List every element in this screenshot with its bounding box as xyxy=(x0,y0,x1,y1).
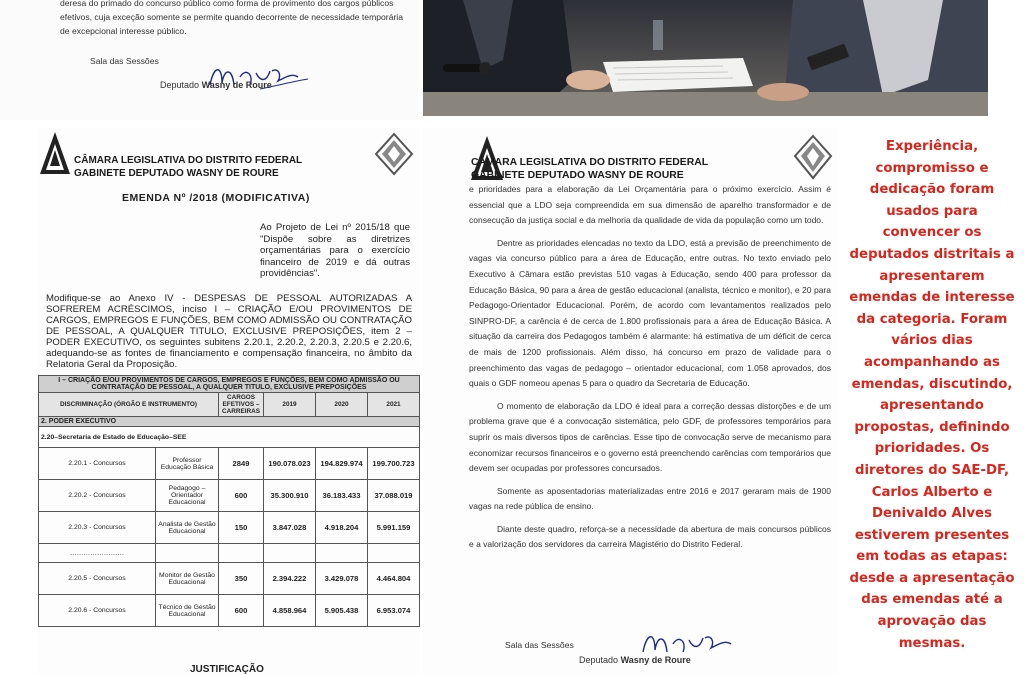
deputado-name: Wasny de Roure xyxy=(201,80,272,90)
row-2020: 3.429.078 xyxy=(316,563,368,595)
sala-das-sessoes: Sala das Sessões xyxy=(90,56,159,66)
row-2021: 6.953.074 xyxy=(368,595,420,627)
row-2019: 190.078.023 xyxy=(264,448,316,480)
table-row xyxy=(39,448,420,480)
row-cargo: Técnico de Gestão Educacional xyxy=(156,595,219,627)
col-discriminacao: DISCRIMINAÇÃO (ÓRGÃO E INSTRUMENTO) xyxy=(39,393,219,417)
col-cargos: CARGOS EFETIVOS – CARREIRAS xyxy=(219,393,264,417)
row-2019: 35.300.910 xyxy=(264,480,316,512)
meeting-photo xyxy=(423,0,988,116)
row-2021: 4.464.804 xyxy=(368,563,420,595)
col-2021: 2021 xyxy=(368,393,420,417)
header-line2: GABINETE DEPUTADO WASNY DE ROURE xyxy=(74,168,279,179)
row-qtd: 2849 xyxy=(219,448,264,480)
row-cargo: Pedagogo – Orientador Educacional xyxy=(156,480,219,512)
table-row xyxy=(39,595,420,627)
table-row xyxy=(39,512,420,544)
emenda-title: EMENDA Nº /2018 (MODIFICATIVA) xyxy=(122,192,310,204)
header-line2: GABINETE DEPUTADO WASNY DE ROURE xyxy=(471,170,684,181)
deputado-signature-line xyxy=(160,80,272,90)
row-item: …………………… xyxy=(39,544,156,563)
header-line1: CÂMARA LEGISLATIVA DO DISTRITO FEDERAL xyxy=(74,155,303,166)
table-section-header: I – CRIAÇÃO E/OU PROVIMENTOS DE CARGOS, EMPREGOS E FUNÇÕES, BEM COMO ADMISSÃO OU CONTRATAÇÃO DE PESSOAL, A QUALQUER TITULO, EXCLUSIVE PREPOSIÇÕES xyxy=(39,376,420,393)
document-header xyxy=(74,154,302,180)
row-qtd: 350 xyxy=(219,563,264,595)
row-2020 xyxy=(316,544,368,563)
row-2021: 199.700.723 xyxy=(368,448,420,480)
secretaria-row: 2.20–Secretaria de Estado de Educação–SEE xyxy=(39,427,420,448)
cldf-logo-icon xyxy=(374,132,414,176)
cldf-logo-icon xyxy=(793,134,833,180)
caption-panel xyxy=(840,128,1024,675)
table-row xyxy=(39,563,420,595)
row-qtd xyxy=(219,544,264,563)
justificacao-heading: JUSTIFICAÇÃO xyxy=(190,664,264,675)
row-2019: 2.394.222 xyxy=(264,563,316,595)
paragraph: O momento de elaboração da LDO é ideal para a correção dessas distorções e de um problema grave que é a convocação sistemática, pelo GDF, de professores temporários para suprir os mais diversos tipos de carências. Esse tipo de convocação serve de mecanismo para economizar recursos financeiros e o governo está preenchendo carências com temporários que devem ser ocupadas por professores concursados. xyxy=(469,400,831,474)
justificacao-document xyxy=(423,128,837,675)
paragraph: e prioridades para a elaboração da Lei Orçamentária para o próximo exercício. Assim é essencial que a LDO seja compreendida em sua dimensão de aparelho transformador e de consecução da justiça social e da melhoria da qualidade de vida da população como um todo. xyxy=(469,184,831,226)
caption-text: Experiência, compromisso e dedicação foram usados para convencer os deputados distritais a apresentarem emendas de interesse da categoria. Foram vários dias acompanhando as emendas, discutindo, apresentando propostas, definindo prioridades. Os diretores do SAE-DF, Carlos Alberto e Denivaldo Alves estiverem presentes em todas as etapas: desde a apresentação das emendas até a aprovação das mesmas. xyxy=(849,139,1015,651)
row-2020: 4.918.204 xyxy=(316,512,368,544)
poder-executivo-row: 2. PODER EXECUTIVO xyxy=(39,417,420,427)
previous-page-snippet xyxy=(0,0,418,120)
deputado-signature-line xyxy=(579,655,691,665)
paragraph: Somente as aposentadorias materializadas entre 2016 e 2017 geraram mais de 1900 vagas na rede pública de ensino. xyxy=(469,485,831,512)
row-cargo: Professor Educação Básica xyxy=(156,448,219,480)
row-2021: 37.088.019 xyxy=(368,480,420,512)
deputado-prefix: Deputado xyxy=(160,80,200,90)
document-header xyxy=(471,156,708,182)
paragraph: Dentre as prioridades elencadas no texto da LDO, está a previsão de preenchimento de vagas via concurso público para a área de Educação, entre outras. No texto enviado pelo Executivo à Câmara estão previstas 510 vagas à Educação, sendo 400 para professor da Educação Básica, 90 para a área de gestão educacional (analista, técnico e monitor), e 20 para Pedagogo-Orientador Educacional. Porém, de acordo com levantamentos realizados pelo SINPRO-DF, a carência é de cerca de 1.800 profissionais para a área de Educação Básica. A situação da carreira dos Pedagogos também é alarmante: há estimativa de um déficit de cerca de mais de 1200 profissionais. Além disso, há concurso em prazo de validade para o preenchimento das vagas de pedagogo – orientador educacional, com 1.058 aprovados, dos quais o GDF nomeou apenas 5 para o quadro da Secretaria de Educação. xyxy=(469,237,831,389)
row-cargo xyxy=(156,544,219,563)
header-line1: CÂMARA LEGISLATIVA DO DISTRITO FEDERAL xyxy=(471,157,709,168)
row-cargo: Analista de Gestão Educacional xyxy=(156,512,219,544)
justificacao-body xyxy=(469,182,831,560)
meeting-photo-image xyxy=(423,0,988,116)
row-2021: 5.991.159 xyxy=(368,512,420,544)
brasao-df-icon xyxy=(38,130,72,178)
row-item: 2.20.2 - Concursos xyxy=(39,480,156,512)
table-row xyxy=(39,480,420,512)
deputado-name: Wasny de Roure xyxy=(620,655,691,665)
table-row xyxy=(39,544,420,563)
row-2019: 3.847.028 xyxy=(264,512,316,544)
row-2020: 194.829.974 xyxy=(316,448,368,480)
row-item: 2.20.1 - Concursos xyxy=(39,448,156,480)
row-2019 xyxy=(264,544,316,563)
deputado-prefix: Deputado xyxy=(579,655,619,665)
emenda-document xyxy=(38,128,420,675)
row-qtd: 600 xyxy=(219,595,264,627)
row-2019: 4.858.964 xyxy=(264,595,316,627)
modifique-text: Modifique-se ao Anexo IV - DESPESAS DE PESSOAL AUTORIZADAS A SOFREREM ACRÉSCIMOS, inciso I – CRIAÇÃO E/OU PROVIMENTOS DE CARGOS, EMPREGOS E FUNÇÕES, BEM COMO ADMISSÃO OU CONTRATAÇÃO DE PESSOAL, A QUALQUER TITULO, EXCLUSIVE PREPOSIÇÕES, item 2 – PODER EXECUTIVO, os seguintes subitens 2.20.1, 2.20.2, 2.20.3, 2.20.5 e 2.20.6, adequando-se as fontes de financiamento e compensação financeira, no âmbito da Relatoria Geral da Proposição. xyxy=(46,293,412,370)
col-2020: 2020 xyxy=(316,393,368,417)
row-cargo: Monitor de Gestão Educacional xyxy=(156,563,219,595)
row-item: 2.20.5 - Concursos xyxy=(39,563,156,595)
row-2020: 36.183.433 xyxy=(316,480,368,512)
row-2021 xyxy=(368,544,420,563)
sala-das-sessoes: Sala das Sessões xyxy=(505,640,574,650)
projeto-lei-text: Ao Projeto de Lei nº 2015/18 que "Dispõe sobre as diretrizes orçamentárias para o exercício financeiro de 2019 e dá outras providências". xyxy=(260,222,410,279)
row-item: 2.20.6 - Concursos xyxy=(39,595,156,627)
col-2019: 2019 xyxy=(264,393,316,417)
row-2020: 5.905.438 xyxy=(316,595,368,627)
row-qtd: 600 xyxy=(219,480,264,512)
row-qtd: 150 xyxy=(219,512,264,544)
row-item: 2.20.3 - Concursos xyxy=(39,512,156,544)
snippet-text: deresa do primado do concurso público como forma de provimento dos cargos públicos efetivos, cuja exceção somente se permite quando decorrente de necessidade temporária de excepcional interesse público. xyxy=(60,0,403,36)
emenda-table xyxy=(38,375,420,627)
paragraph: Diante deste quadro, reforça-se a necessidade da abertura de mais concursos públicos e a valorização dos servidores da carreira Magistério do Distrito Federal. xyxy=(469,523,831,550)
